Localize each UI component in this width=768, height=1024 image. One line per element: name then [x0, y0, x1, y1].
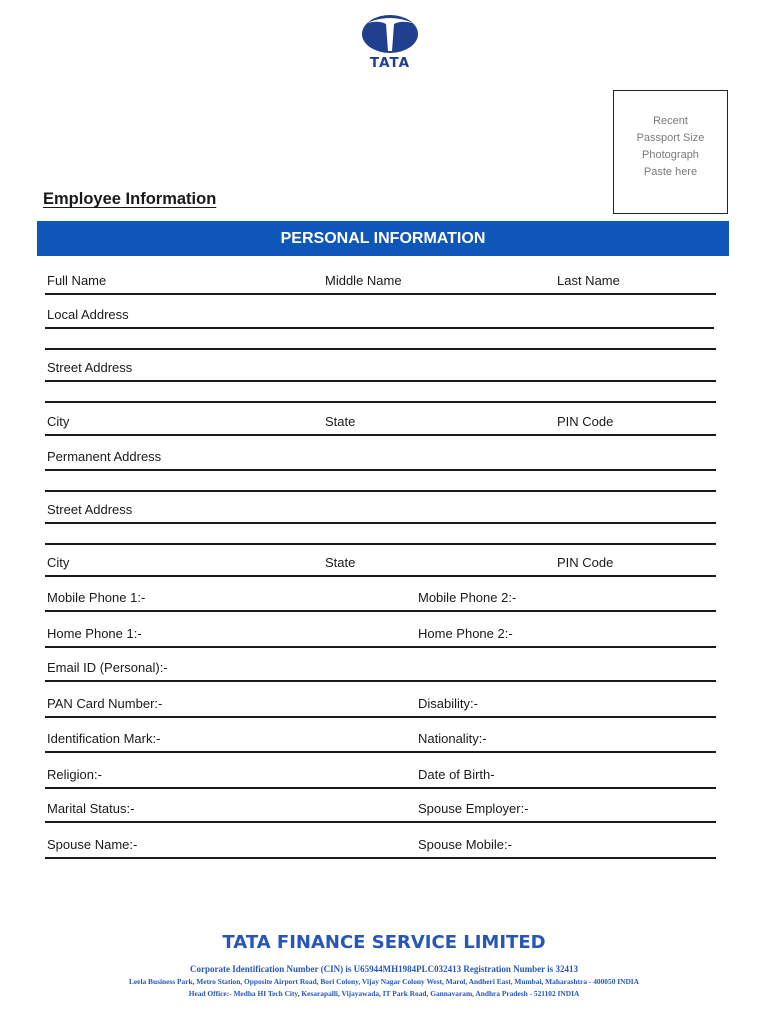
photo-box-line: Paste here: [643, 166, 698, 178]
religion-label: Religion:-: [47, 767, 102, 782]
pan-card-label: PAN Card Number:-: [47, 696, 163, 711]
footer-address-line: Leela Business Park, Metro Station, Opposite Airport Road, Bori Colony, Vijay Nagar Colony West, Marol, Andheri East, Mumbai, Maharashtra - 400050 INDIA: [128, 977, 640, 986]
home-phone-row[interactable]: [45, 616, 716, 648]
state-label: State: [325, 555, 356, 570]
date-of-birth-label: Date of Birth-: [418, 767, 495, 782]
photo-box-line: Recent: [653, 115, 688, 127]
company-logo: [357, 14, 423, 80]
logo-wordmark: TATA: [369, 55, 411, 71]
disability-label: Disability:-: [418, 696, 478, 711]
identification-nationality-row[interactable]: [45, 721, 716, 753]
permanent-street-blank-row[interactable]: [45, 513, 716, 545]
home-phone-2-label: Home Phone 2:-: [418, 626, 513, 641]
spouse-employer-label: Spouse Employer:-: [418, 801, 529, 816]
local-address-blank-row[interactable]: [45, 318, 716, 350]
permanent-city-state-pin-row[interactable]: [45, 545, 716, 577]
section-title: Employee Information: [43, 190, 217, 208]
street-address-label: Street Address: [47, 360, 133, 375]
footer-company-name: TATA FINANCE SERVICE LIMITED: [222, 932, 546, 953]
marital-status-label: Marital Status:-: [47, 801, 135, 816]
city-label: City: [47, 414, 70, 429]
permanent-address-blank-row[interactable]: [45, 460, 716, 492]
city-label: City: [47, 555, 70, 570]
home-phone-1-label: Home Phone 1:-: [47, 626, 142, 641]
pan-disability-row[interactable]: [45, 686, 716, 718]
mobile-phone-row[interactable]: [45, 580, 716, 612]
middle-name-label: Middle Name: [325, 273, 402, 288]
local-address-label: Local Address: [47, 307, 129, 322]
street-address-blank-row[interactable]: [45, 371, 716, 403]
photo-box-line: Passport Size: [636, 132, 705, 144]
personal-information-banner: PERSONAL INFORMATION: [37, 221, 729, 256]
footer-cin-line: Corporate Identification Number (CIN) is U65944MH1984PLC032413 Registration Number is 32413: [190, 964, 578, 974]
tata-logo-icon: [361, 14, 419, 54]
pin-code-label: PIN Code: [557, 555, 614, 570]
city-state-pin-row[interactable]: [45, 404, 716, 436]
street-address-label: Street Address: [47, 502, 133, 517]
identification-mark-label: Identification Mark:-: [47, 731, 161, 746]
photo-box-line: Photograph: [642, 149, 699, 161]
email-row[interactable]: [45, 650, 716, 682]
state-label: State: [325, 414, 356, 429]
mobile-phone-1-label: Mobile Phone 1:-: [47, 590, 146, 605]
spouse-name-mobile-row[interactable]: [45, 827, 716, 859]
marital-spouse-employer-row[interactable]: [45, 791, 716, 823]
photo-box: [613, 90, 728, 214]
name-row[interactable]: [45, 263, 716, 295]
last-name-label: Last Name: [557, 273, 620, 288]
full-name-label: Full Name: [47, 273, 107, 288]
pin-code-label: PIN Code: [557, 414, 614, 429]
religion-dob-row[interactable]: [45, 757, 716, 789]
spouse-name-label: Spouse Name:-: [47, 837, 138, 852]
footer-head-office-line: Head Office:- Medha HI Tech City, Kesarapalli, Vijayawada, IT Park Road, Gannavaram, Andhra Pradesh - 521102 INDIA: [188, 989, 580, 998]
mobile-phone-2-label: Mobile Phone 2:-: [418, 590, 517, 605]
spouse-mobile-label: Spouse Mobile:-: [418, 837, 512, 852]
permanent-address-label: Permanent Address: [47, 449, 162, 464]
nationality-label: Nationality:-: [418, 731, 487, 746]
email-personal-label: Email ID (Personal):-: [47, 660, 168, 675]
